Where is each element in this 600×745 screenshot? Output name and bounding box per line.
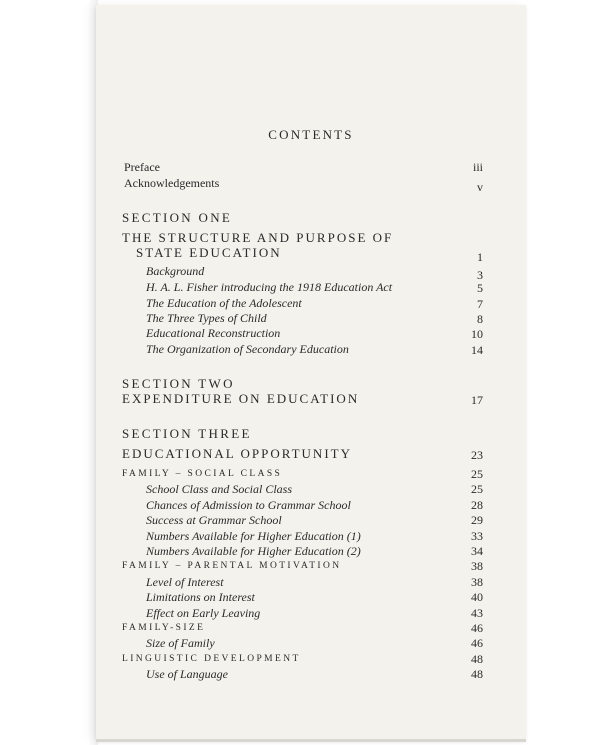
toc-entry	[96, 481, 526, 497]
toc-label: Use of Language	[146, 667, 228, 681]
toc-page: 5	[477, 281, 483, 295]
toc-label: Preface	[124, 160, 160, 174]
toc-entry	[96, 325, 526, 341]
toc-page: 46	[471, 636, 483, 650]
toc-entry-acknowledgements	[96, 175, 526, 194]
book-page	[96, 5, 526, 740]
toc-entry	[96, 666, 526, 682]
toc-group	[96, 466, 526, 482]
page-bottom-edge	[96, 739, 526, 742]
toc-page: 8	[477, 312, 483, 326]
toc-label: Numbers Available for Higher Education (1)	[146, 529, 361, 543]
group-label: FAMILY – SOCIAL CLASS	[122, 469, 283, 479]
toc-entry	[96, 528, 526, 544]
toc-label: The Education of the Adolescent	[146, 296, 302, 310]
toc-page: 34	[471, 544, 483, 558]
toc-label: School Class and Social Class	[146, 482, 293, 496]
toc-entry	[96, 512, 526, 528]
toc-entry	[96, 605, 526, 621]
toc-label: Effect on Early Leaving	[146, 606, 261, 620]
toc-label: Chances of Admission to Grammar School	[146, 498, 351, 512]
toc-label: The Three Types of Child	[146, 311, 267, 325]
section-label: SECTION THREE	[122, 426, 252, 441]
section-three-label	[96, 426, 526, 442]
toc-label: Acknowledgements	[124, 176, 220, 190]
toc-label: Limitations on Interest	[146, 590, 255, 604]
toc-label: Level of Interest	[146, 575, 224, 589]
toc-label: H. A. L. Fisher introducing the 1918 Education Act	[146, 280, 393, 294]
section-one-label	[96, 210, 526, 226]
section-heading: EDUCATIONAL OPPORTUNITY	[122, 446, 352, 461]
toc-group	[96, 651, 526, 667]
toc-entry	[96, 635, 526, 651]
toc-entry	[96, 263, 526, 282]
section-heading: THE STRUCTURE AND PURPOSE OF	[122, 230, 394, 245]
toc-page: 46	[471, 621, 483, 635]
toc-label: Educational Reconstruction	[146, 326, 281, 340]
toc-page: 3	[477, 268, 483, 282]
section-two-heading	[96, 391, 526, 407]
section-one-heading-2	[96, 245, 526, 264]
toc-page: 38	[471, 559, 483, 573]
section-label: SECTION ONE	[122, 210, 233, 225]
section-one-heading-1	[96, 230, 526, 246]
group-label: LINGUISTIC DEVELOPMENT	[122, 654, 301, 664]
toc-page: 23	[471, 448, 483, 462]
toc-page: 17	[471, 393, 483, 407]
toc-entry	[96, 279, 526, 295]
section-three-heading	[96, 446, 526, 462]
section-two-label	[96, 376, 526, 392]
toc-page: 48	[471, 652, 483, 666]
toc-page: 48	[471, 667, 483, 681]
toc-page: 40	[471, 590, 483, 604]
toc-page: 33	[471, 529, 483, 543]
toc-entry	[96, 589, 526, 605]
contents-title: CONTENTS	[268, 127, 354, 142]
toc-label: The Organization of Secondary Education	[146, 342, 349, 356]
toc-page: 29	[471, 513, 483, 527]
toc-entry	[96, 310, 526, 326]
toc-page: 7	[477, 297, 483, 311]
toc-page: 25	[471, 467, 483, 481]
section-heading: EXPENDITURE ON EDUCATION	[122, 391, 360, 406]
toc-page: 25	[471, 482, 483, 496]
group-label: FAMILY-SIZE	[122, 623, 206, 633]
toc-page: 10	[471, 327, 483, 341]
section-heading: STATE EDUCATION	[136, 245, 282, 260]
toc-entry	[96, 543, 526, 559]
toc-entry	[96, 295, 526, 311]
toc-group	[96, 558, 526, 574]
group-label: FAMILY – PARENTAL MOTIVATION	[122, 561, 342, 571]
toc-label: Background	[146, 264, 205, 278]
toc-page: 38	[471, 575, 483, 589]
toc-page: 1	[477, 250, 483, 264]
toc-label: Numbers Available for Higher Education (2)	[146, 544, 361, 558]
toc-entry-preface	[96, 159, 526, 175]
toc-page: 43	[471, 606, 483, 620]
toc-page: 14	[471, 343, 483, 357]
toc-group	[96, 620, 526, 636]
toc-entry	[96, 574, 526, 590]
toc-page: v	[477, 180, 483, 194]
section-label: SECTION TWO	[122, 376, 235, 391]
toc-label: Success at Grammar School	[146, 513, 282, 527]
toc-page: iii	[472, 160, 483, 174]
toc-entry	[96, 341, 526, 357]
toc-entry	[96, 497, 526, 513]
toc-page: 28	[471, 498, 483, 512]
toc-label: Size of Family	[146, 636, 215, 650]
